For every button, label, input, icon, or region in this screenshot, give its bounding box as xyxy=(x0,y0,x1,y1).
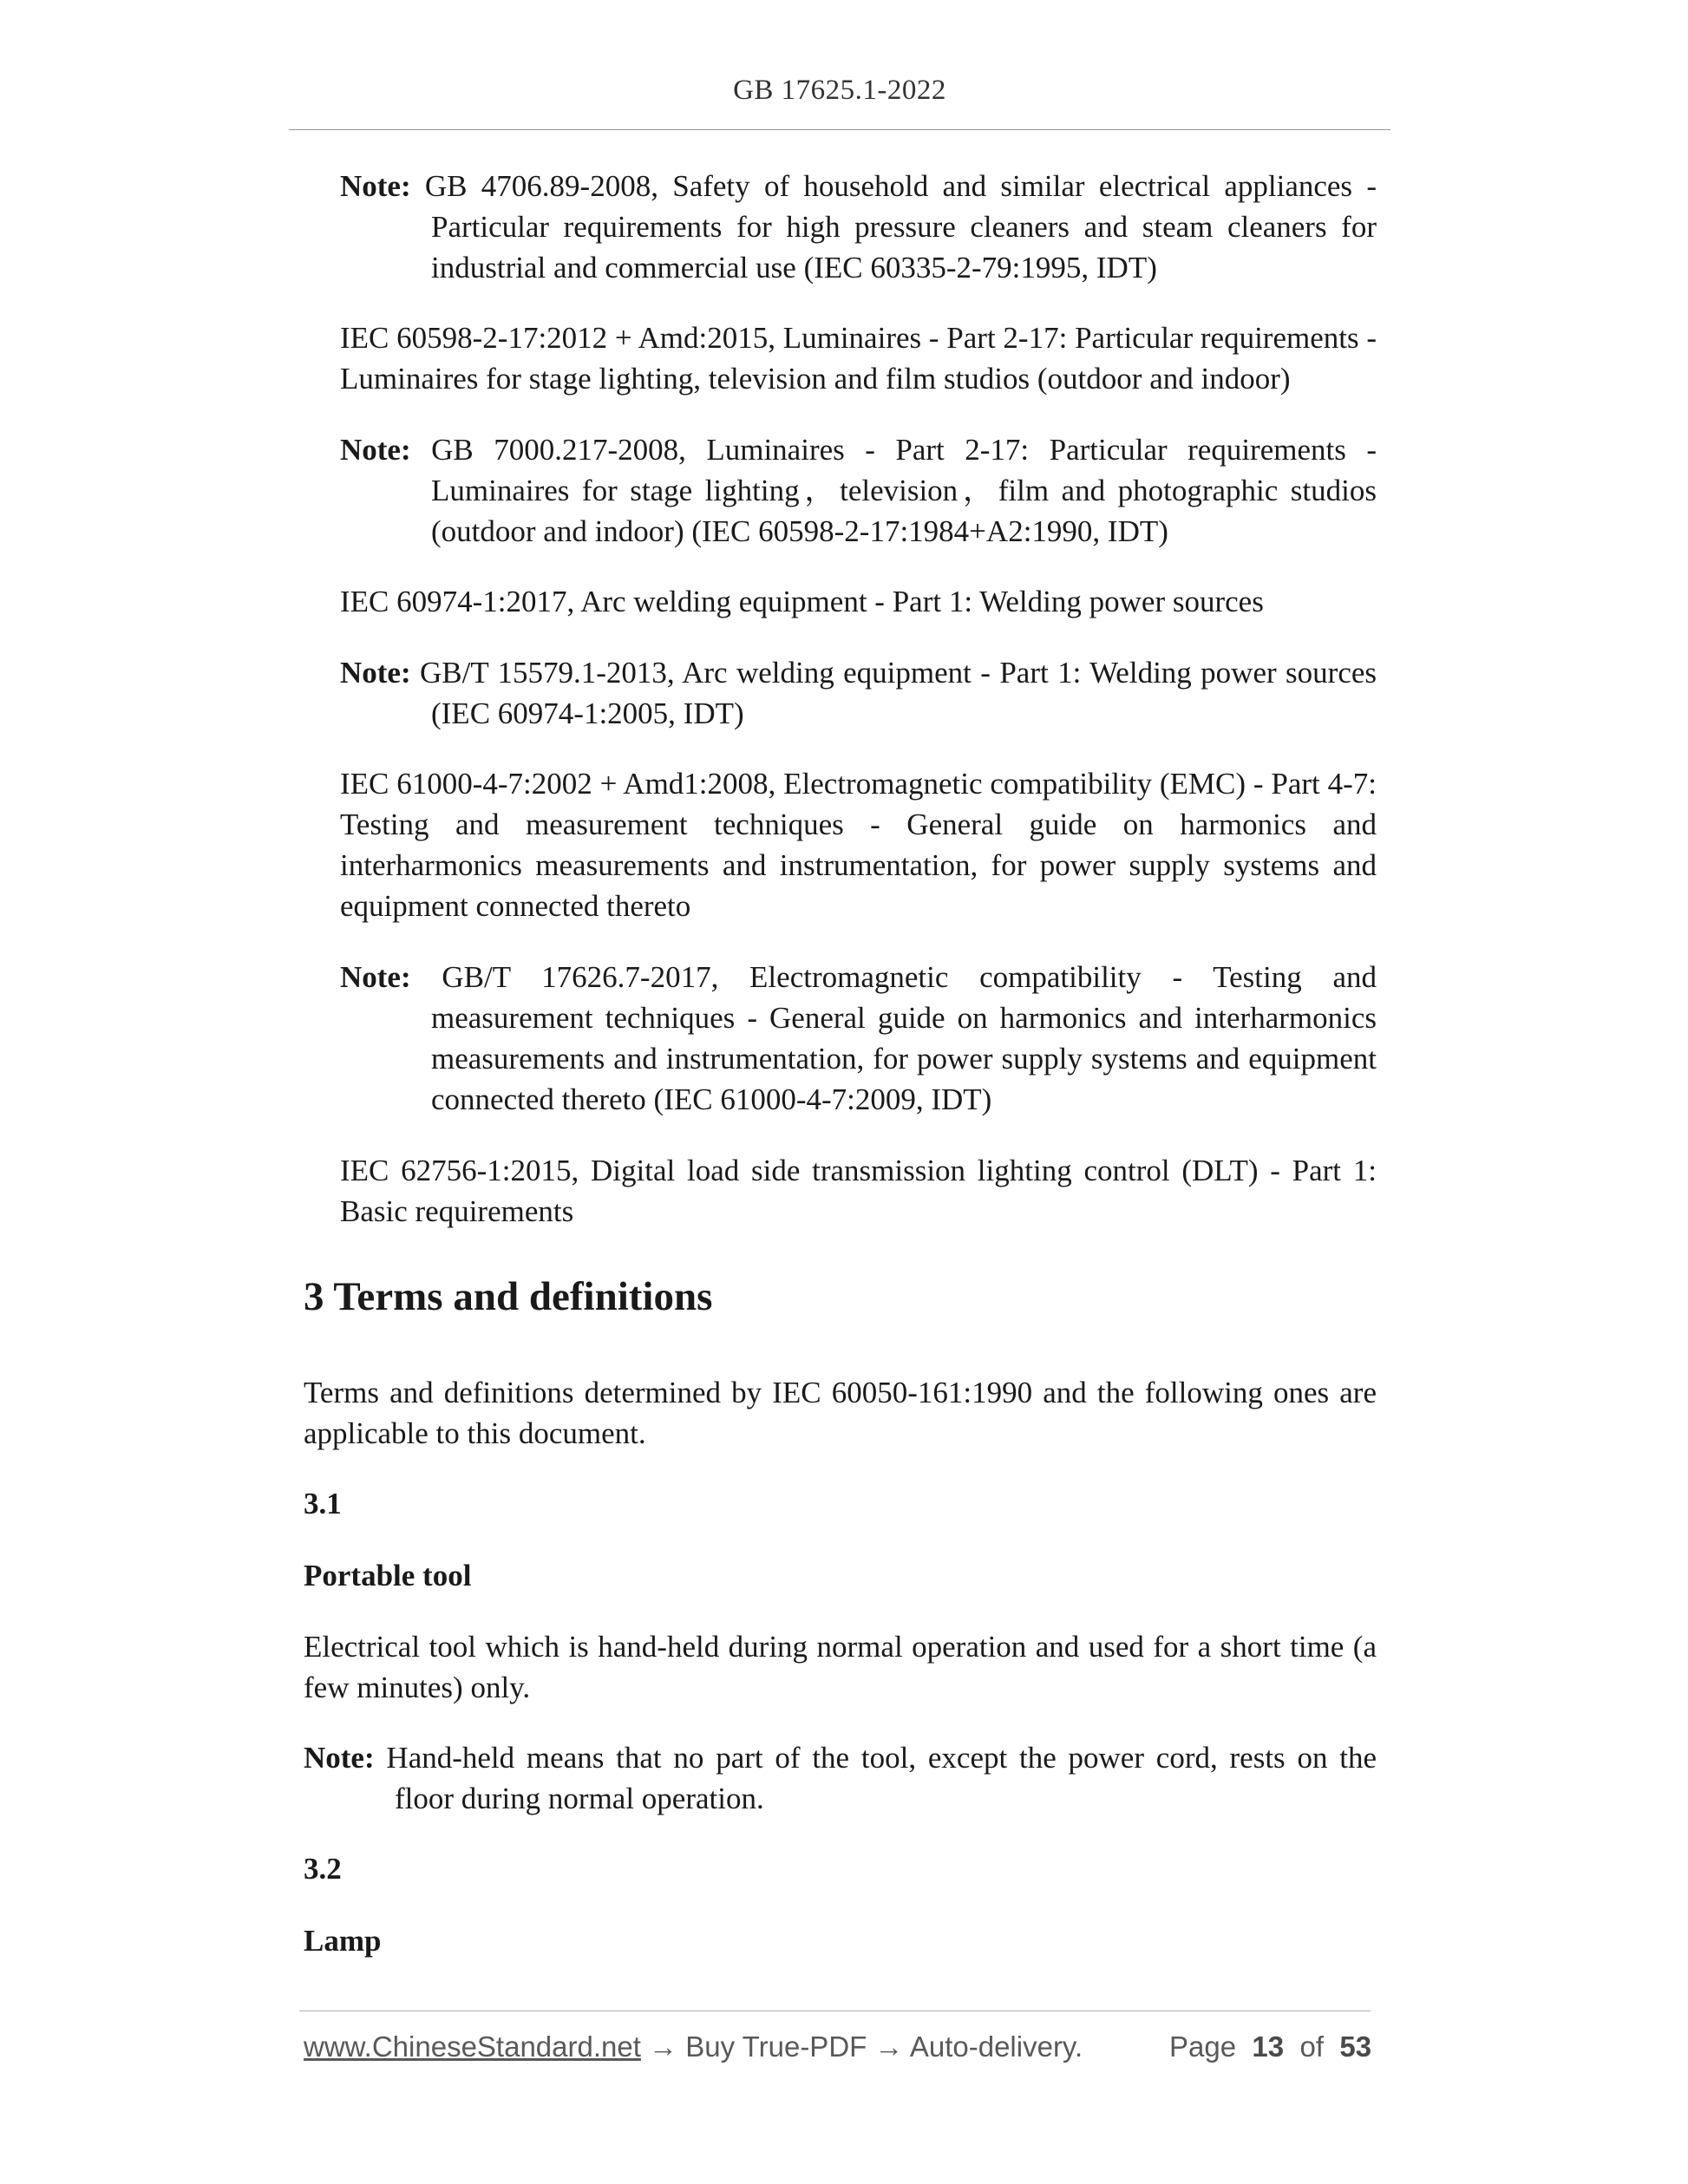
site-link[interactable]: www.ChineseStandard.net xyxy=(304,2030,641,2063)
normative-note xyxy=(340,957,1377,1120)
section-heading: 3 Terms and definitions xyxy=(304,1274,713,1319)
page-of: of xyxy=(1299,2030,1325,2063)
normative-reference: IEC 61000-4-7:2002 + Amd1:2008, Electromagnetic compatibility (EMC) - Part 4-7: Testing and measurement techniques - General guide on harmonics and interharmonics measurements and instrumentation, for power supply systems and equipment connected thereto xyxy=(340,767,1377,923)
normative-reference: IEC 60974-1:2017, Arc welding equipment - Part 1: Welding power sources xyxy=(340,585,1264,618)
note-label: Note: xyxy=(304,1741,375,1775)
section-intro: Terms and definitions determined by IEC 60050-161:1990 and the following ones are applicable to this document. xyxy=(304,1376,1377,1450)
arrow-right-icon: → xyxy=(640,2030,686,2063)
term-number: 3.1 xyxy=(304,1487,342,1520)
term-note xyxy=(304,1737,1377,1819)
term-number: 3.2 xyxy=(304,1852,342,1886)
normative-note xyxy=(340,429,1377,552)
page-current: 13 xyxy=(1252,2030,1285,2063)
document-header-id: GB 17625.1-2022 xyxy=(733,75,946,106)
page-total: 53 xyxy=(1339,2030,1372,2063)
page-indicator xyxy=(1169,2030,1371,2064)
footer-promo xyxy=(304,2030,1083,2064)
term-name: Lamp xyxy=(304,1924,382,1958)
arrow-right-icon: → xyxy=(867,2030,910,2063)
term-name: Portable tool xyxy=(304,1559,472,1592)
note-label: Note: xyxy=(340,656,411,690)
buy-pdf-text: Buy True-PDF xyxy=(685,2030,867,2063)
note-text: GB/T 15579.1-2013, Arc welding equipment - Part 1: Welding power sources (IEC 60974-1:2005, IDT) xyxy=(420,656,1377,730)
normative-reference: IEC 60598-2-17:2012 + Amd:2015, Luminaires - Part 2-17: Particular requirements - Luminaires for stage lighting, television and film studios (outdoor and indoor) xyxy=(340,321,1377,396)
note-text: Hand-held means that no part of the tool, except the power cord, rests on the floor during normal operation. xyxy=(386,1741,1377,1815)
note-label: Note: xyxy=(340,433,411,467)
term-definition: Electrical tool which is hand-held during normal operation and used for a short time (a few minutes) only. xyxy=(304,1630,1377,1704)
note-text: GB 4706.89-2008, Safety of household and similar electrical appliances - Particular requirements for high pressure cleaners and steam cleaners for industrial and commercial use (IEC 60335-2-79:1995, IDT) xyxy=(424,169,1377,284)
header-divider xyxy=(289,129,1390,130)
normative-note xyxy=(340,652,1377,734)
delivery-text: Auto-delivery. xyxy=(909,2030,1083,2063)
note-text: GB/T 17626.7-2017, Electromagnetic compatibility - Testing and measurement techniques - General guide on harmonics and interharmonics measurements and instrumentation, for power supply systems and equipment connected thereto (IEC 61000-4-7:2009, IDT) xyxy=(431,960,1377,1116)
note-text: GB 7000.217-2008, Luminaires - Part 2-17: Particular requirements - Luminaires for stage lighting，television，film and photographic studios (outdoor and indoor) (IEC 60598-2-17:1984+A2:1990, IDT) xyxy=(431,433,1377,548)
normative-note xyxy=(340,166,1377,288)
page-label: Page xyxy=(1169,2030,1237,2063)
note-label: Note: xyxy=(340,169,411,203)
normative-reference: IEC 62756-1:2015, Digital load side transmission lighting control (DLT) - Part 1: Basic requirements xyxy=(340,1154,1377,1228)
note-label: Note: xyxy=(340,960,411,994)
